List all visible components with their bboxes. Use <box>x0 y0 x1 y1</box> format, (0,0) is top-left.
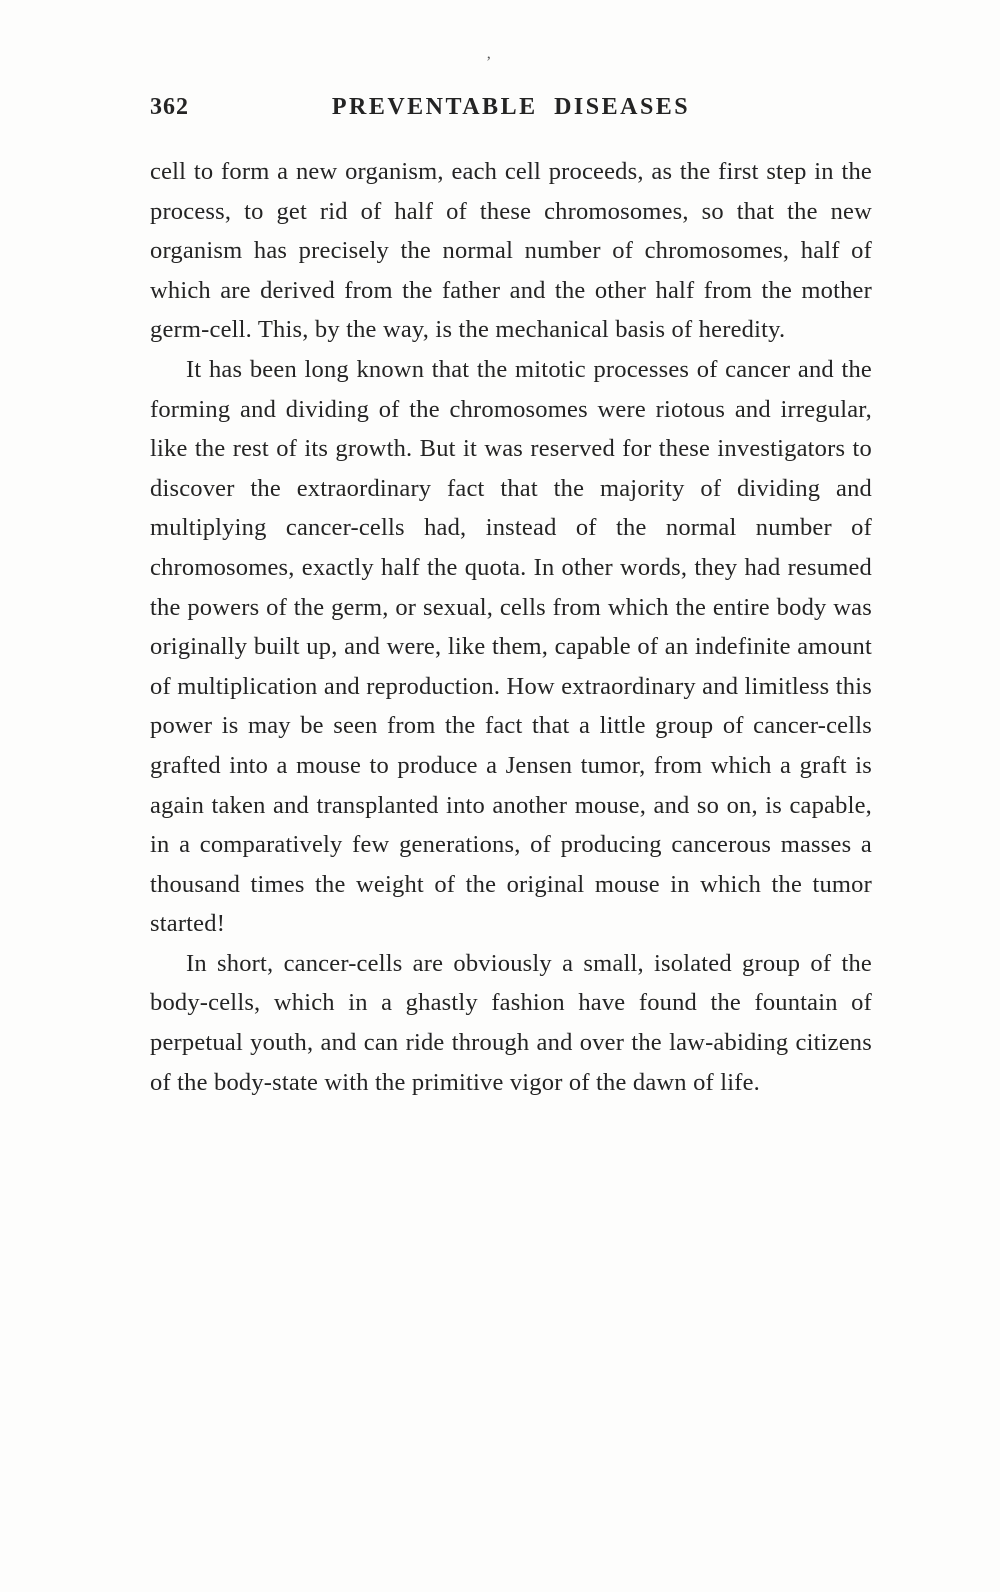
paragraph: cell to form a new organism, each cell proceeds, as the first step in the process, to get rid of half of these chromosomes, so that the new organism has precisely the normal number of chromosomes, half of which are derived from the father and the other half from the mother germ-cell. This, by the way, is the mechanical basis of heredity. <box>150 158 872 344</box>
running-header <box>150 94 872 126</box>
paragraph: In short, cancer-cells are obviously a small, isolated group of the body-cells, which in a ghastly fashion have found the fountain of perpetual youth, and can ride through and over the law-abiding citizens of the body-state with the primitive vigor of the dawn of life. <box>150 949 872 1096</box>
page-number: 362 <box>150 94 189 120</box>
page-header-title: PREVENTABLE DISEASES <box>331 94 691 120</box>
body-text <box>150 152 872 1102</box>
scan-artifact-mark: ’ <box>486 54 492 71</box>
paragraph: It has been long known that the mitotic processes of cancer and the forming and dividing of the chromosomes were riotous and irregular, like the rest of its growth. But it was reserved for these investigators to discover the extraordinary fact that the majority of dividing and multiplying cancer-cells had, instead of the normal number of chromosomes, exactly half the quota. In other words, they had resumed the powers of the germ, or sexual, cells from which the entire body was originally built up, and were, like them, capable of an indefinite amount of multiplication and reproduction. How extraordinary and limitless this power is may be seen from the fact that a little group of cancer-cells grafted into a mouse to produce a Jensen tumor, from which a graft is again taken and transplanted into another mouse, and so on, is capable, in a comparatively few generations, of producing cancerous masses a thousand times the weight of the original mouse in which the tumor started! <box>150 355 872 938</box>
